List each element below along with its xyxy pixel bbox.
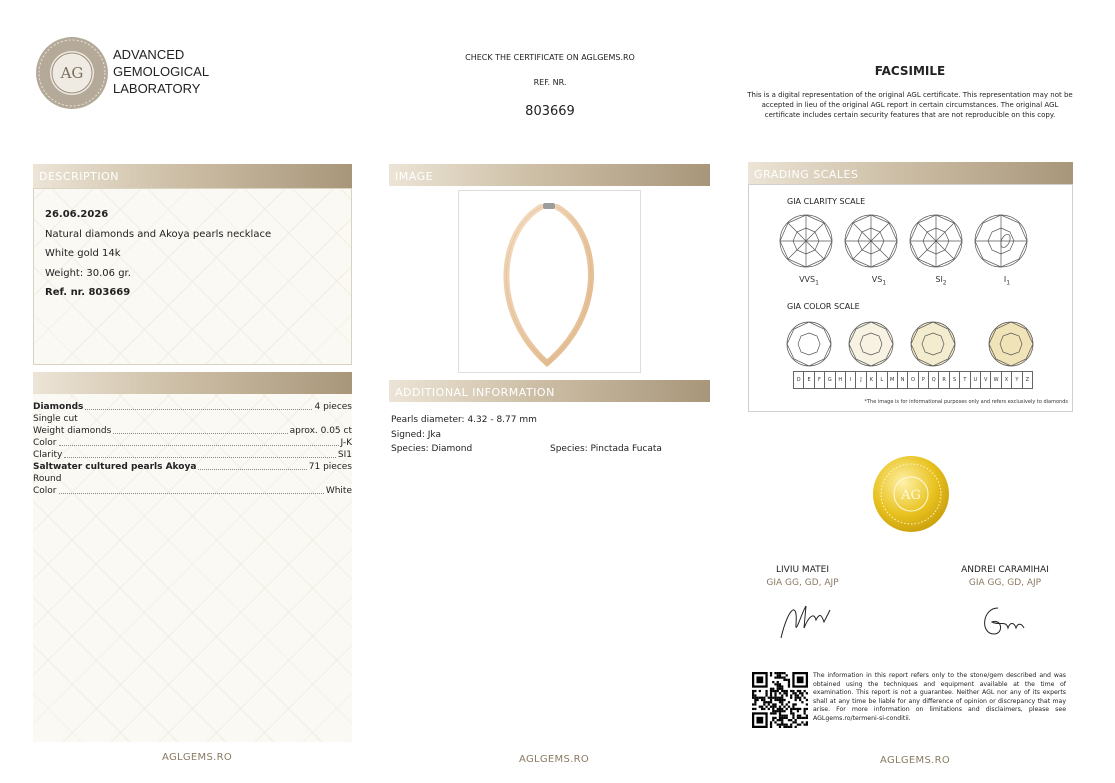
color-letter-cell: E	[804, 372, 814, 388]
color-letter-cell: Z	[1023, 372, 1033, 388]
color-letter-cell: T	[960, 372, 970, 388]
clarity-label-vvs: $VVS_1$	[799, 275, 819, 287]
additional-info-header: ADDITIONAL INFORMATION	[389, 380, 710, 402]
detail-row: Clarity SI1	[33, 450, 352, 460]
pearl-necklace-image	[459, 191, 640, 372]
clarity-diamonds-icon	[779, 211, 1049, 271]
color-letter-cell: K	[867, 372, 877, 388]
agl-gold-seal	[872, 455, 950, 533]
species-pearl: Species: Pinctada Fucata	[550, 444, 662, 454]
color-letter-cell: D	[794, 372, 804, 388]
species-diamond: Species: Diamond	[391, 444, 473, 454]
qr-code-icon	[752, 672, 808, 728]
clarity-scale-title: GIA CLARITY SCALE	[787, 197, 866, 206]
details-header-bar	[33, 372, 352, 394]
color-letter-cell: H	[836, 372, 846, 388]
color-letter-scale	[793, 371, 1033, 389]
details-list	[33, 401, 352, 497]
color-letter-cell: U	[971, 372, 981, 388]
description-header: DESCRIPTION	[33, 164, 352, 188]
color-letter-cell: R	[939, 372, 949, 388]
footer-center-link[interactable]: AGLGEMS.RO	[519, 754, 590, 765]
gold-seal-icon	[872, 455, 950, 533]
color-letter-cell: J	[856, 372, 866, 388]
footer-left-link[interactable]: AGLGEMS.RO	[162, 752, 233, 763]
footer-right-link[interactable]: AGLGEMS.RO	[880, 755, 951, 766]
lab-name-line3: LABORATORY	[113, 81, 201, 96]
ref-number: 803669	[525, 104, 575, 119]
additional-info	[391, 413, 662, 457]
color-diamonds-icon	[779, 320, 1049, 370]
description-panel	[33, 188, 352, 365]
description-item: Natural diamonds and Akoya pearls necklace	[45, 228, 272, 240]
signed-info: Signed: Jka	[391, 429, 441, 440]
signer-left-name: LIVIU MATEI	[776, 565, 829, 575]
grading-panel	[748, 184, 1073, 412]
color-letter-cell: N	[898, 372, 908, 388]
svg-text:AG: AG	[901, 488, 921, 503]
detail-row: Saltwater cultured pearls Akoya 71 pieces	[33, 462, 352, 472]
color-letter-cell: M	[888, 372, 898, 388]
check-certificate-text: CHECK THE CERTIFICATE ON AGLGEMS.RO	[465, 53, 635, 62]
image-header: IMAGE	[389, 164, 710, 186]
ref-label: REF. NR.	[533, 78, 567, 87]
clarity-label-vs: $VS_1$	[871, 275, 887, 287]
signer-left-title: GIA GG, GD, AJP	[766, 578, 839, 588]
color-letter-cell: S	[950, 372, 960, 388]
detail-row: Color White	[33, 486, 352, 496]
grading-header: GRADING SCALES	[748, 162, 1073, 184]
detail-row: Single cut	[33, 414, 78, 424]
color-letter-cell: W	[991, 372, 1001, 388]
color-letter-cell: Y	[1012, 372, 1022, 388]
qr-code[interactable]	[752, 672, 808, 728]
signer-right-title: GIA GG, GD, AJP	[968, 578, 1042, 588]
signature-left-icon	[776, 598, 836, 644]
signer-right-name: ANDREI CARAMIHAI	[961, 565, 1049, 575]
clarity-label-si: $SI_2$	[935, 275, 947, 287]
grading-note: *The image is for informational purposes only and refers exclusively to diamonds	[864, 399, 1068, 405]
detail-row: Round	[33, 474, 62, 484]
facsimile-title: FACSIMILE	[874, 64, 946, 78]
signature-right-icon	[976, 600, 1032, 644]
svg-text:AG: AG	[60, 64, 84, 82]
clarity-label-i: $I_1$	[1003, 275, 1011, 287]
product-image	[458, 190, 641, 373]
pearl-diameter: Pearls diameter: 4.32 - 8.77 mm	[391, 415, 537, 425]
description-metal: White gold 14k	[45, 248, 121, 259]
color-letter-cell: Q	[929, 372, 939, 388]
color-letter-cell: X	[1002, 372, 1012, 388]
lab-name	[113, 46, 209, 97]
color-letter-cell: L	[877, 372, 887, 388]
color-letter-cell: F	[815, 372, 825, 388]
agl-seal-icon	[35, 36, 109, 110]
color-letter-cell: O	[908, 372, 918, 388]
color-letter-cell: I	[846, 372, 856, 388]
description-weight: Weight: 30.06 gr.	[45, 267, 131, 279]
detail-row: Color J-K	[33, 438, 352, 448]
description-date: 26.06.2026	[45, 209, 109, 220]
agl-logo-seal	[35, 36, 109, 110]
description-ref: Ref. nr. 803669	[45, 287, 131, 298]
color-letter-cell: P	[919, 372, 929, 388]
color-letter-cell: G	[825, 372, 835, 388]
detail-row: Weight diamonds aprox. 0.05 ct	[33, 426, 352, 436]
color-scale-title: GIA COLOR SCALE	[787, 302, 860, 311]
facsimile-text: This is a digital representation of the original AGL certificate. This representation may not be accepted in lieu of the original AGL report in certain circumstances. The original AGL certificate includes certain security features that are not reproducible on this copy.	[747, 91, 1073, 119]
color-letter-cell: V	[981, 372, 991, 388]
disclaimer-text: The information in this report refers only to the stone/gem described and was obtained using the techniques and equipment available at the time of examination. This report is not a guarantee. Neither AGL nor any of its experts shall at any time be liable for any difference of opinion or discrepancy that may arise. For more information on limitations and disclaimers, please see AGLgems.ro/termeni-si-conditii.	[813, 672, 1066, 722]
lab-name-line2: GEMOLOGICAL	[113, 64, 210, 79]
detail-row: Diamonds 4 pieces	[33, 402, 352, 412]
lab-name-line1: ADVANCED	[113, 47, 185, 62]
